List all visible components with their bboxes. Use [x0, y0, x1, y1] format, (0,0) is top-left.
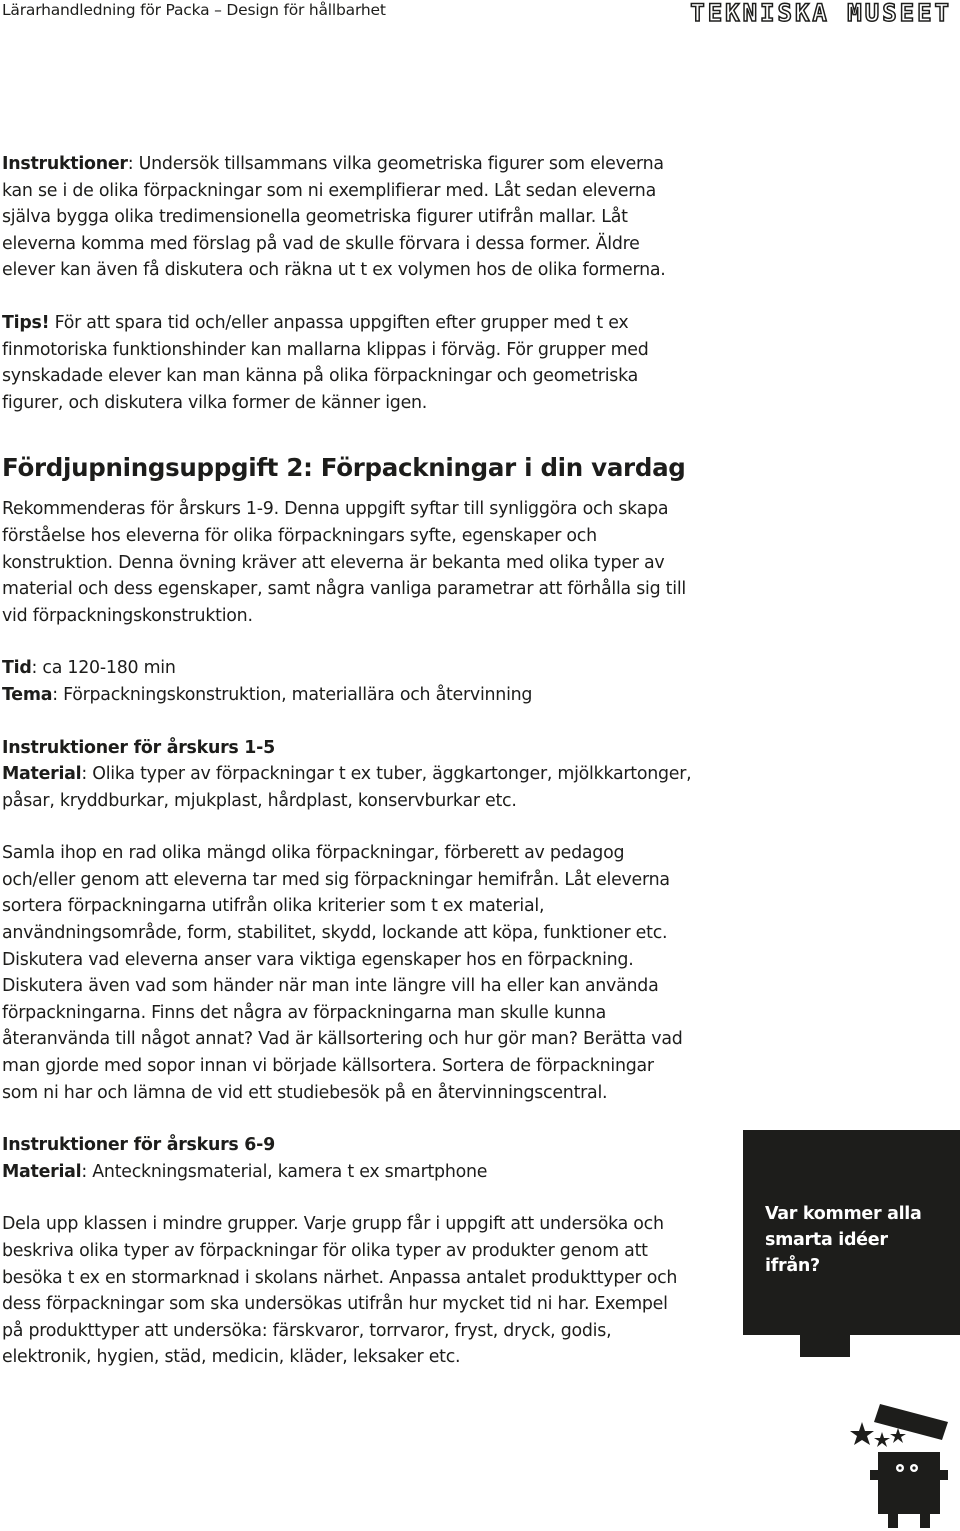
tips-label: Tips! [2, 312, 50, 333]
main-content [2, 151, 692, 1371]
instructions-paragraph [2, 151, 692, 284]
grades-1-5-material [2, 761, 692, 814]
time-value: : ca 120-180 min [31, 658, 176, 679]
theme-line [2, 682, 692, 709]
grades-1-5-body: Samla ihop en rad olika mängd olika förpackningar, förberett av pedagog och/eller genom att eleverna tar med sig förpackningar hemifrån. Låt eleverna sortera förpackningarna utifrån olika kriterier som t ex material, användningsområde, form, stabilitet, skydd, lockande att köpa, funktioner etc. Diskutera vad eleverna anser vara viktiga egenskaper hos en förpackning. Diskutera även vad som händer när man inte längre vill ha eller kan använda förpackningarna. Finns det några av förpackningarna man skulle kunna återanvända till något annat? Vad är källsortering och hur gör man? Berätta vad man gjorde med sopor innan vi började källsortera. Sortera de förpackningar som ni har och lämna de vid ett studiebesök på en återvinningscentral. [2, 843, 683, 1103]
intro-paragraph: Rekommenderas för årskurs 1-9. Denna uppgift syftar till synliggöra och skapa förståelse hos eleverna för olika förpackningars syfte, egenskaper och konstruktion. Denna övning kräver att eleverna är bekanta med olika typer av material och dess egenskaper, samt några vanliga parametrar att förhålla sig till vid förpackningskonstruktion. [2, 499, 686, 626]
grades-6-9-material-label: Material [2, 1161, 82, 1182]
theme-value: : Förpackningskonstruktion, materiallära och återvinning [52, 684, 533, 705]
grades-1-5-title: Instruktioner för årskurs 1-5 [2, 737, 275, 758]
grades-6-9-body: Dela upp klassen i mindre grupper. Varje grupp får i uppgift att undersöka och beskriva olika typer av förpackningar för olika typer av produkter genom att besöka t ex en stormarknad i skolans närhet. Anpassa antalet produkttyper och dess förpackningar som ska undersökas utifrån hur mycket tid ni har. Exempel på produkttyper att undersöka: färskvaror, torrvaror, fryst, dryck, godis, elektronik, hygien, städ, medicin, kläder, leksaker etc. [2, 1214, 678, 1368]
speech-box-text: Var kommer alla smarta idéer ifrån? [765, 1204, 922, 1276]
grades-6-9-material [2, 1159, 692, 1186]
grades-1-5-material-value: : Olika typer av förpackningar t ex tuber, äggkartonger, mjölkkartonger, påsar, kryddburkar, mjukplast, hårdplast, konservburkar etc. [2, 764, 692, 811]
theme-label: Tema [2, 684, 53, 705]
grades-1-5-material-label: Material [2, 764, 82, 785]
grades-6-9-title: Instruktioner för årskurs 6-9 [2, 1135, 275, 1156]
tips-text: För att spara tid och/eller anpassa uppgiften efter grupper med t ex finmotoriska funktionshinder kan mallarna klippas i förväg. För grupper med synskadade elever kan man känna på olika förpackningar och geometriska figurer, och diskutera vilka former de känner igen. [2, 312, 649, 413]
grades-6-9-material-value: : Anteckningsmaterial, kamera t ex smartphone [81, 1161, 488, 1182]
tekniska-museet-logo: TEKNISKA MUSEET [690, 0, 952, 27]
header-title: Lärarhandledning för Packa – Design för hållbarhet [2, 1, 386, 19]
section-heading: Fördjupningsuppgift 2: Förpackningar i din vardag [2, 453, 686, 483]
speech-box-tail [800, 1335, 850, 1357]
speech-box [743, 1130, 960, 1335]
tips-paragraph [2, 310, 692, 416]
robot-mascot-icon [830, 1400, 960, 1531]
time-line [2, 655, 692, 682]
instructions-text: : Undersök tillsammans vilka geometriska figurer som eleverna kan se i de olika förpackningar som ni exemplifierar med. Låt sedan eleverna själva bygga olika tredimensionella geometriska figurer utifrån mallar. Låt eleverna komma med förslag på vad de skulle förvara i dessa former. Äldre elever kan även få diskutera och räkna ut t ex volymen hos de olika formerna. [2, 154, 666, 281]
time-label: Tid [2, 658, 32, 679]
instructions-label: Instruktioner [2, 154, 128, 174]
